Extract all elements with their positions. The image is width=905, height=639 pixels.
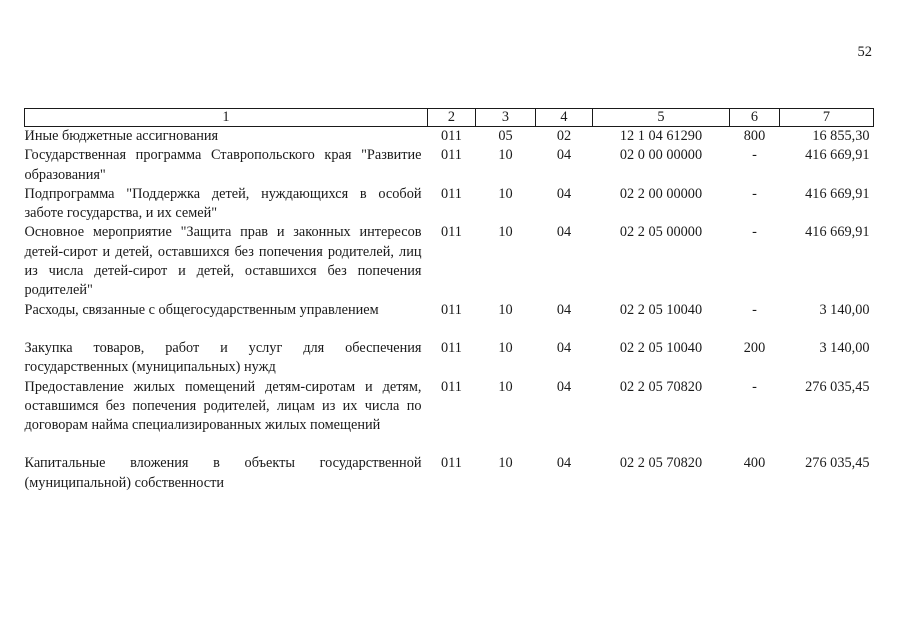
row-c7: 416 669,91 [805, 185, 870, 202]
row-c4: 02 [556, 128, 572, 144]
row-c7: 276 035,45 [805, 455, 870, 472]
row-c6: - [752, 378, 757, 395]
column-header: 7 [780, 109, 874, 127]
table-row [25, 223, 874, 300]
table-row [25, 378, 874, 436]
table-row [25, 185, 874, 224]
row-c6: 200 [743, 339, 766, 356]
row-c2: 011 [441, 147, 462, 164]
row-c6: 400 [743, 455, 766, 472]
row-c3: 10 [498, 185, 513, 202]
row-c6: - [752, 185, 757, 202]
column-header: 1 [25, 109, 428, 127]
row-c2: 011 [441, 455, 462, 472]
row-c5: 02 2 05 00000 [619, 224, 703, 241]
row-c3: 10 [498, 301, 513, 318]
row-c3: 10 [498, 455, 513, 472]
row-c5: 02 2 05 70820 [619, 378, 703, 395]
column-header: 2 [428, 109, 476, 127]
row-spacer [25, 320, 874, 339]
table-header-row [25, 109, 874, 127]
row-c4: 04 [556, 185, 572, 202]
row-c4: 04 [556, 147, 572, 164]
row-c5: 02 2 00 00000 [619, 185, 703, 202]
row-c7: 276 035,45 [805, 378, 870, 395]
row-c4: 04 [556, 224, 572, 241]
row-c7: 3 140,00 [819, 339, 870, 356]
table-row [25, 454, 874, 493]
row-c6: 800 [743, 128, 766, 144]
row-c5: 12 1 04 61290 [619, 128, 703, 144]
row-spacer [25, 435, 874, 454]
row-name: Иные бюджетные ассигнования [24, 128, 219, 144]
row-c2: 011 [441, 301, 462, 318]
page-number: 52 [857, 44, 872, 60]
row-c4: 04 [556, 378, 572, 395]
row-name: Расходы, связанные с общегосударственным управлением [24, 301, 379, 318]
row-c4: 04 [556, 339, 572, 356]
row-name: Подпрограмма "Поддержка детей, нуждающихся в особой заботе государства, и их семей" [24, 185, 422, 222]
table-row [25, 146, 874, 185]
table-row [25, 301, 874, 320]
row-c2: 011 [441, 185, 462, 202]
row-c3: 10 [498, 147, 513, 164]
row-c5: 02 0 00 00000 [619, 147, 703, 164]
column-header: 5 [593, 109, 730, 127]
row-c6: - [752, 224, 757, 241]
row-c5: 02 2 05 10040 [619, 301, 703, 318]
row-c7: 3 140,00 [819, 301, 870, 318]
row-c3: 10 [498, 378, 513, 395]
row-c7: 16 855,30 [812, 128, 870, 144]
row-c2: 011 [441, 378, 462, 395]
row-c5: 02 2 05 10040 [619, 339, 703, 356]
row-c3: 05 [498, 128, 513, 144]
table-row [25, 339, 874, 378]
column-header: 4 [536, 109, 593, 127]
budget-table [24, 108, 874, 493]
row-c6: - [752, 147, 757, 164]
row-c7: 416 669,91 [805, 224, 870, 241]
row-name: Предоставление жилых помещений детям-сиротам и детям, оставшимся без попечения родителей, лицам из их числа по договорам найма специализированных жилых помещений [24, 378, 422, 434]
row-name: Капитальные вложения в объекты государственной (муниципальной) собственности [24, 455, 422, 491]
row-c5: 02 2 05 70820 [619, 455, 703, 472]
row-name: Государственная программа Ставропольского края "Развитие образования" [24, 147, 422, 183]
column-header: 3 [476, 109, 536, 127]
row-c7: 416 669,91 [805, 147, 870, 164]
table-row [25, 127, 874, 147]
row-c6: - [752, 301, 757, 318]
row-c3: 10 [498, 339, 513, 356]
row-c3: 10 [498, 224, 513, 241]
row-name: Закупка товаров, работ и услуг для обеспечения государственных (муниципальных) нужд [24, 339, 422, 376]
row-c2: 011 [441, 128, 462, 144]
column-header: 6 [730, 109, 780, 127]
row-c2: 011 [441, 224, 462, 241]
row-name: Основное мероприятие "Защита прав и законных интересов детей-сирот и детей, оставшихся без попечения родителей, лиц из числа детей-сирот и детей, оставшихся без попечения родителей" [24, 224, 422, 299]
row-c4: 04 [556, 455, 572, 472]
row-c4: 04 [556, 301, 572, 318]
row-c2: 011 [441, 339, 462, 356]
